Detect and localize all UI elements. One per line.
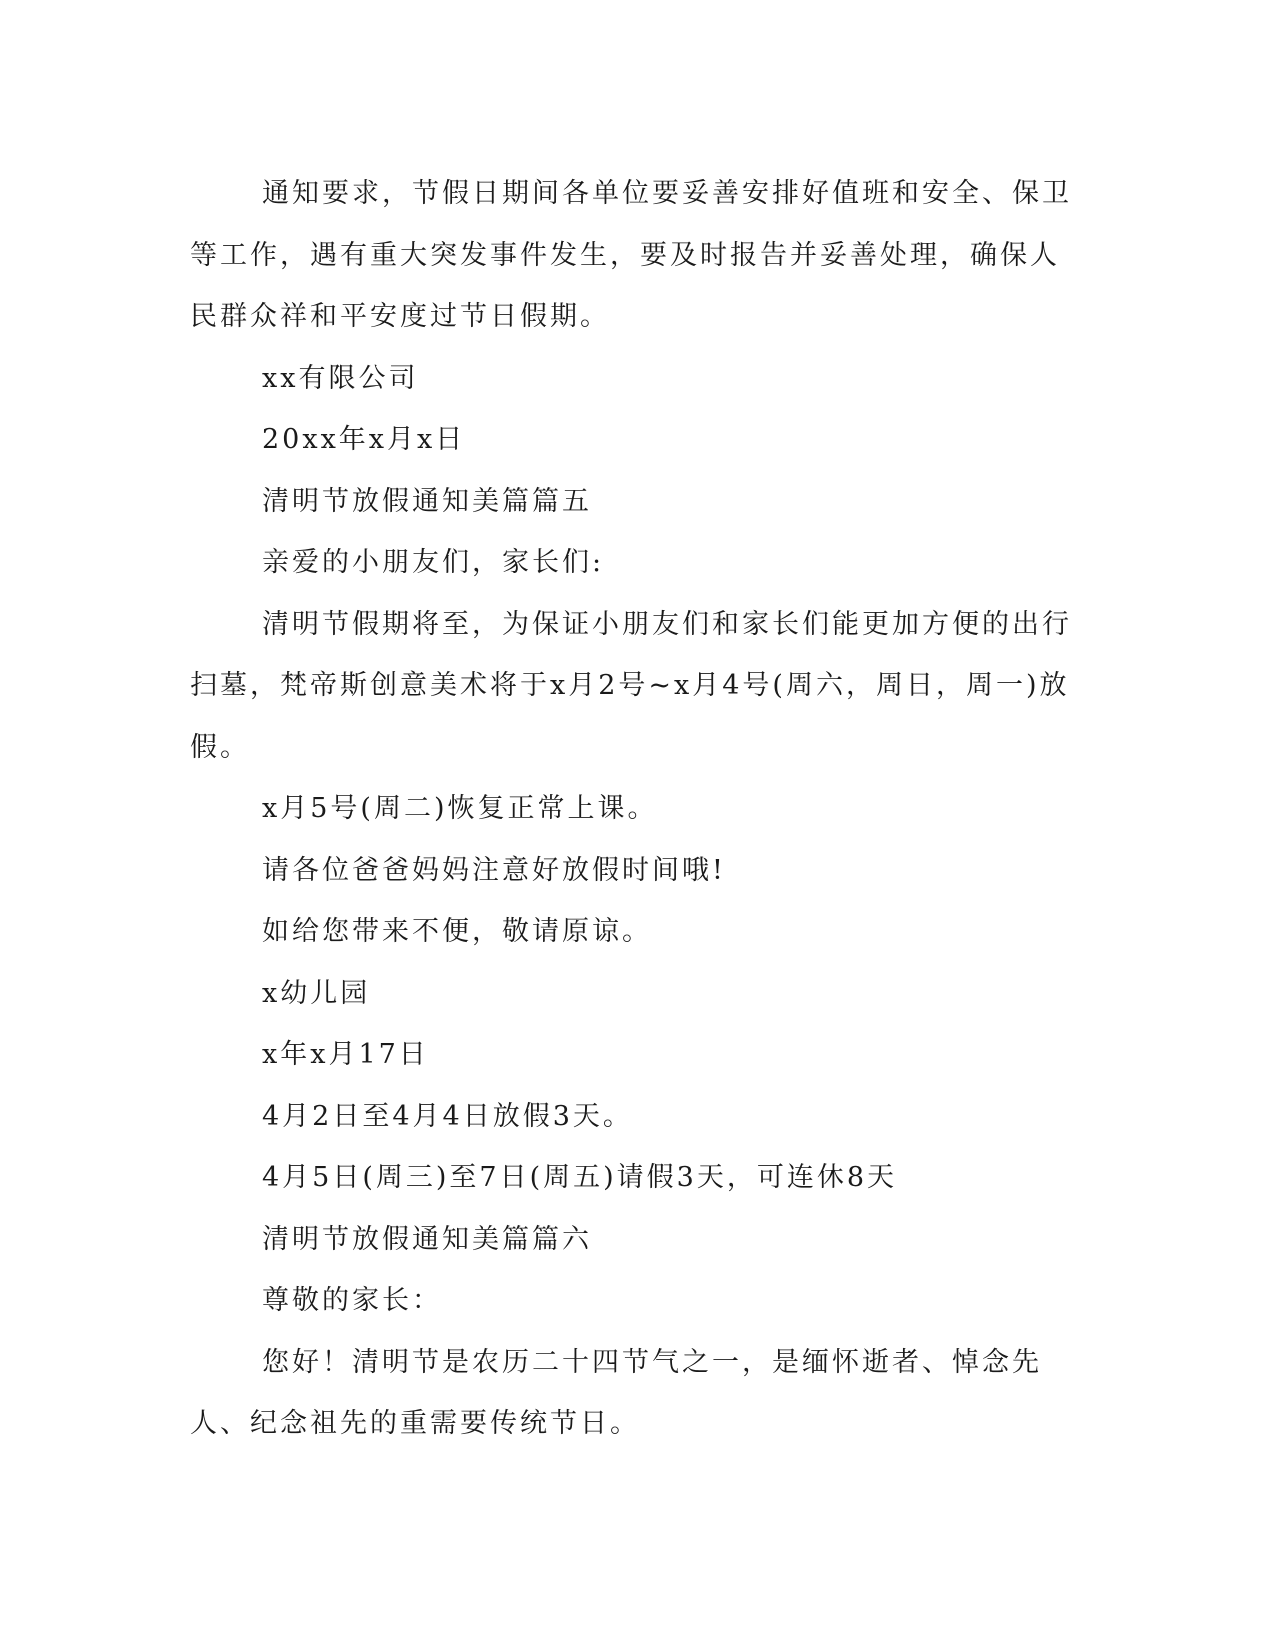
paragraph-apology: 如给您带来不便，敬请原谅。 [262, 916, 652, 947]
document-body [190, 163, 1080, 1455]
paragraph-kindergarten-date: x年x月17日 [262, 1039, 429, 1070]
paragraph-class-resume: x月5号(周二)恢复正常上课。 [262, 793, 658, 824]
paragraph-qingming-intro: 您好！清明节是农历二十四节气之一，是缅怀逝者、悼念先人、纪念祖先的重需要传统节日。 [190, 1346, 1042, 1439]
paragraph-holiday-announcement: 清明节假期将至，为保证小朋友们和家长们能更加方便的出行扫墓，梵帝斯创意美术将于x月2号~x月4号(周六，周日，周一)放假。 [190, 608, 1072, 763]
paragraph-notice-requirements: 通知要求，节假日期间各单位要妥善安排好值班和安全、保卫等工作，遇有重大突发事件发生，要及时报告并妥善处理，确保人民群众祥和平安度过节日假期。 [190, 178, 1072, 332]
paragraph-parents-reminder: 请各位爸爸妈妈注意好放假时间哦! [262, 854, 726, 886]
paragraph-company-date: 20xx年x月x日 [262, 424, 466, 455]
paragraph-company-signature: xx有限公司 [262, 362, 419, 394]
paragraph-greeting-parents: 尊敬的家长： [262, 1285, 442, 1316]
paragraph-leave-dates: 4月5日(周三)至7日(周五)请假3天，可连休8天 [262, 1162, 898, 1193]
paragraph-kindergarten-signature: x幼儿园 [262, 977, 371, 1009]
section-heading-six: 清明节放假通知美篇篇六 [262, 1223, 592, 1255]
paragraph-greeting-kids-parents: 亲爱的小朋友们，家长们: [262, 547, 605, 578]
section-heading-five: 清明节放假通知美篇篇五 [262, 485, 592, 517]
paragraph-holiday-dates: 4月2日至4月4日放假3天。 [262, 1100, 633, 1132]
